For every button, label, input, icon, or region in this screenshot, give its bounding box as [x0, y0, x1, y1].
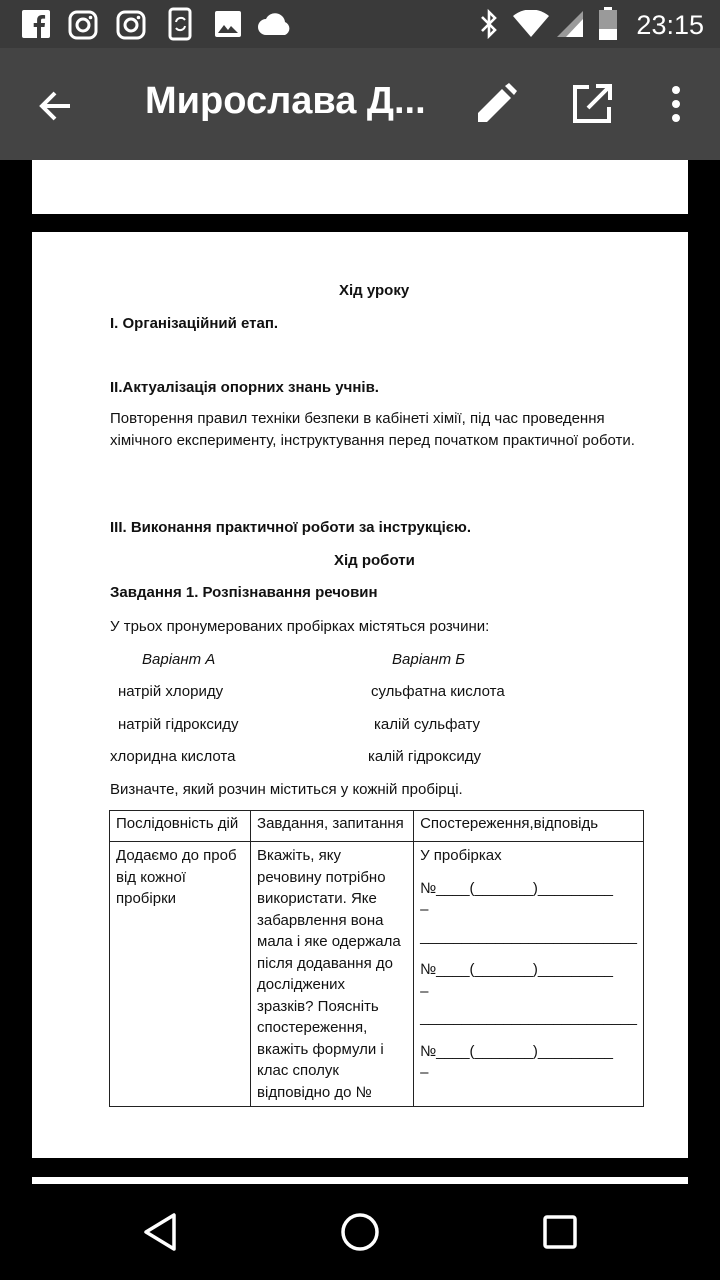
cell-line: використати. Яке	[257, 890, 377, 907]
instagram-icon	[116, 10, 146, 40]
intro-text: У трьох пронумерованих пробірках містяться розчини:	[110, 618, 490, 635]
status-time: 23:15	[636, 10, 704, 40]
variant-a-title: Варіант А	[142, 651, 216, 668]
phone-sync-icon	[168, 7, 194, 41]
cell-line: після додавання до	[257, 954, 393, 972]
status-bar	[0, 0, 720, 48]
table-header-row	[110, 811, 644, 842]
edit-pencil-icon[interactable]	[474, 82, 518, 126]
cell-line: зразків? Поясніть	[257, 997, 379, 1015]
work-heading: Хід роботи	[334, 552, 415, 569]
answer-blank: №____(_______)_________	[420, 879, 614, 897]
stage-2-text: Повторення правил техніки безпеки в кабінеті хімії, під час проведення хімічного експерименту, інструктування перед початком практичної роботи.	[110, 410, 635, 449]
cell-line: вкажіть формули і	[257, 1040, 384, 1058]
table-cell-task	[251, 842, 414, 1107]
answer-blank: –	[420, 1064, 429, 1081]
stage-3-heading: ІІІ. Виконання практичної роботи за інструкцією.	[110, 519, 472, 536]
cell-line: клас сполук	[257, 1062, 339, 1079]
table-cell-observations	[414, 842, 644, 1107]
table-row	[110, 842, 644, 1107]
facebook-icon	[22, 10, 50, 38]
previous-page	[32, 160, 688, 214]
document-title: Мирослава Д...	[145, 80, 426, 122]
variant-b-item: сульфатна кислота	[371, 683, 505, 700]
document-page	[32, 232, 688, 1158]
signal-icon	[556, 10, 584, 38]
instagram-icon	[68, 10, 98, 40]
cell-line: речовину потрібно	[257, 868, 386, 886]
task-table	[109, 810, 644, 1107]
bluetooth-icon	[478, 8, 500, 40]
cell-line: Додаємо до проб	[116, 847, 237, 864]
cloud-icon	[258, 12, 292, 36]
stage-1-heading: І. Організаційний етап.	[110, 315, 279, 332]
answer-blank: __________________________	[420, 1009, 637, 1026]
cell-line: У пробірках	[420, 847, 502, 864]
cell-line: досліджених	[257, 976, 345, 993]
cell-line: мала і яке одержала	[257, 933, 401, 950]
app-bar	[0, 48, 720, 160]
table-header-cell: Спостереження,відповідь	[414, 811, 644, 842]
stage-2-heading: ІІ.Актуалізація опорних знань учнів.	[110, 379, 379, 396]
answer-blank: №____(_______)_________	[420, 1042, 614, 1060]
more-options-icon[interactable]	[660, 82, 692, 126]
battery-icon	[598, 7, 618, 41]
cell-line: Вкажіть, яку	[257, 847, 341, 864]
image-icon	[214, 10, 242, 38]
variant-b-item: калій гідроксиду	[368, 748, 481, 765]
wifi-icon	[512, 10, 550, 38]
back-arrow-icon[interactable]	[34, 84, 78, 128]
question-text: Визначте, який розчин міститься у кожній пробірці.	[110, 781, 463, 798]
cell-line: спостереження,	[257, 1019, 368, 1036]
variant-b-item: калій сульфату	[374, 716, 480, 733]
answer-blank: –	[420, 982, 429, 1000]
task-1-heading: Завдання 1. Розпізнавання речовин	[110, 584, 378, 601]
table-cell-actions	[110, 842, 251, 1107]
open-external-icon[interactable]	[570, 82, 614, 126]
answer-blank: __________________________	[420, 927, 637, 945]
cell-line: відповідно до №	[257, 1083, 372, 1101]
cell-line: від кожної	[116, 868, 186, 886]
variant-a-item: хлоридна кислота	[110, 748, 236, 765]
answer-blank: №____(_______)_________	[420, 961, 614, 978]
nav-recent-apps-icon[interactable]	[538, 1210, 582, 1254]
answer-blank: –	[420, 901, 429, 918]
variant-b-title: Варіант Б	[392, 651, 466, 668]
next-page	[32, 1177, 688, 1184]
nav-back-icon[interactable]	[138, 1210, 182, 1254]
navigation-bar	[0, 1184, 720, 1280]
variant-a-item: натрій хлориду	[118, 683, 224, 700]
variant-a-item: натрій гідроксиду	[118, 716, 239, 733]
cell-line: пробірки	[116, 890, 177, 907]
nav-home-icon[interactable]	[338, 1210, 382, 1254]
table-header-cell: Послідовність дій	[110, 811, 251, 842]
lesson-heading: Хід уроку	[339, 282, 410, 299]
table-header-cell: Завдання, запитання	[251, 811, 414, 842]
cell-line: забарвлення вона	[257, 911, 384, 929]
